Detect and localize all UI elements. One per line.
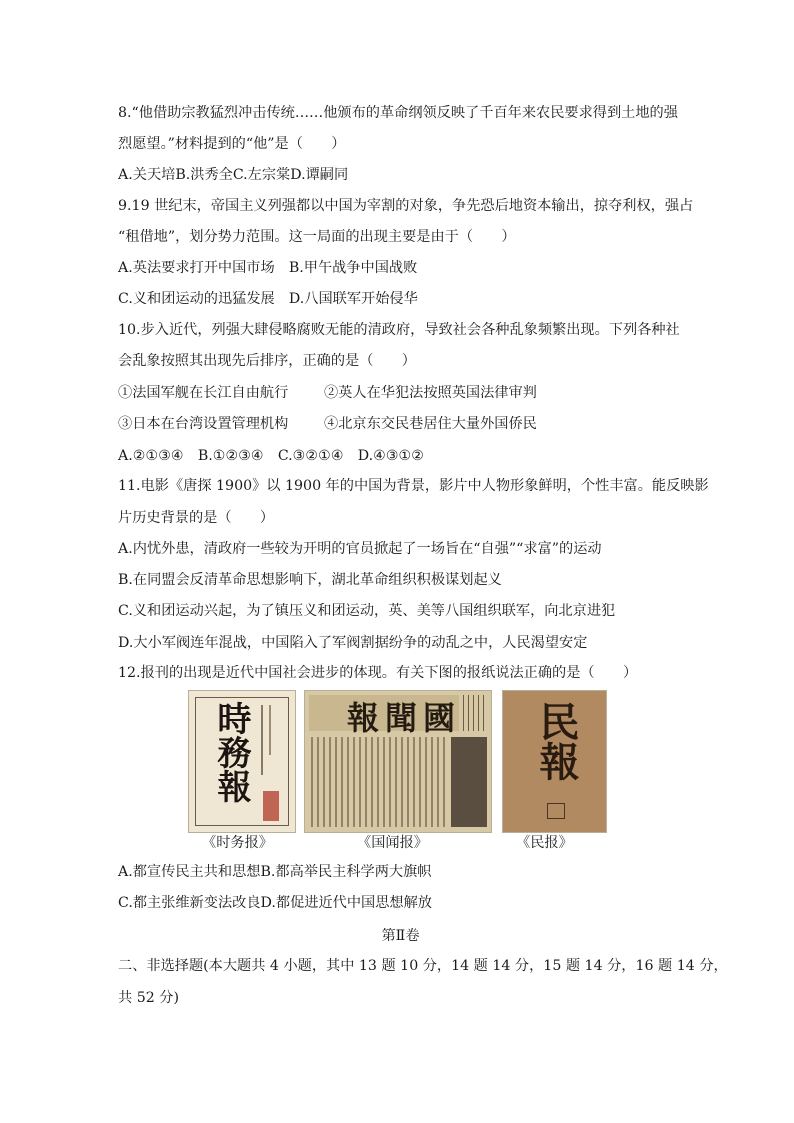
q11-option-b: B.在同盟会反清革命思想影响下，湖北革命组织积极谋划起义 [118,572,502,588]
q9-options-line1: A.英法要求打开中国市场 B.甲午战争中国战败 [118,260,418,276]
q8-options: A.关天培B.洪秀全C.左宗棠D.谭嗣同 [118,167,349,183]
q9-stem-line2: “租借地”，划分势力范围。这一局面的出现主要是由于（ ） [118,229,516,245]
q10-item3: ③日本在台湾设置管理机构 [118,416,289,432]
volume-title: 第Ⅱ卷 [381,928,420,944]
q8-stem-line2: 烈愿望。”材料提到的“他”是（ ） [118,136,346,152]
q12-options-line2: C.都主张维新变法改良D.都促进近代中国思想解放 [118,895,432,911]
q11-option-d: D.大小军阀连年混战，中国陷入了军阀割据纷争的动乱之中，人民渴望安定 [118,635,588,651]
section2-heading-line2: 共 52 分) [118,990,179,1006]
newspaper-figures [118,690,683,835]
shiwubao-image [188,690,296,833]
minbao-masthead: 民報 [533,701,580,781]
q9-stem-line1: 9.19 世纪末，帝国主义列强都以中国为宰割的对象，争先恐后地资本输出，掠夺利权，强占 [118,198,694,214]
q8-stem-line1: 8.“他借助宗教猛烈冲击传统……他颁布的革命纲领反映了千百年来农民要求得到土地的强 [118,105,678,121]
q10-stem-line2: 会乱象按照其出现先后排序，正确的是（ ） [118,353,416,369]
q10-item4: ④北京东交民巷居住大量外国侨民 [324,416,537,432]
guowenbao-caption: 《国闻报》 [357,835,428,851]
q11-option-a: A.内忧外患，清政府一些较为开明的官员掀起了一场旨在“自强”“求富”的运动 [118,541,602,557]
q12-options-line1: A.都宣传民主共和思想B.都高举民主科学两大旗帜 [118,864,432,880]
guowenbao-image [304,690,492,833]
q10-stem-line1: 10.步入近代，列强大肆侵略腐败无能的清政府，导致社会各种乱象频繁出现。下列各种社 [118,322,680,338]
guowenbao-masthead: 國聞報 [347,699,462,737]
q10-item1: ①法国军舰在长江自由航行 [118,385,289,401]
q11-option-c: C.义和团运动兴起，为了镇压义和团运动，英、美等八国组织联军，向北京进犯 [118,603,616,619]
q11-stem-line1: 11.电影《唐探 1900》以 1900 年的中国为背景，影片中人物形象鲜明，个性丰富。能反映影 [118,478,709,494]
q10-item2: ②英人在华犯法按照英国法律审判 [324,385,537,401]
shiwubao-caption: 《时务报》 [202,835,273,851]
q9-options-line2: C.义和团运动的迅猛发展 D.八国联军开始侵华 [118,291,418,307]
minbao-caption: 《民报》 [516,835,573,851]
q11-stem-line2: 片历史背景的是（ ） [118,510,275,526]
section2-heading-line1: 二、非选择题(本大题共 4 小题，其中 13 题 10 分，14 题 14 分，15 题 14 分，16 题 14 分， [118,958,728,974]
shiwubao-masthead: 時務報 [211,701,251,803]
q10-options: A.②①③④ B.①②③④ C.③②①④ D.④③①② [118,448,424,464]
q12-stem: 12.报刊的出现是近代中国社会进步的体现。有关下图的报纸说法正确的是（ ） [118,665,638,681]
minbao-image [502,690,607,833]
